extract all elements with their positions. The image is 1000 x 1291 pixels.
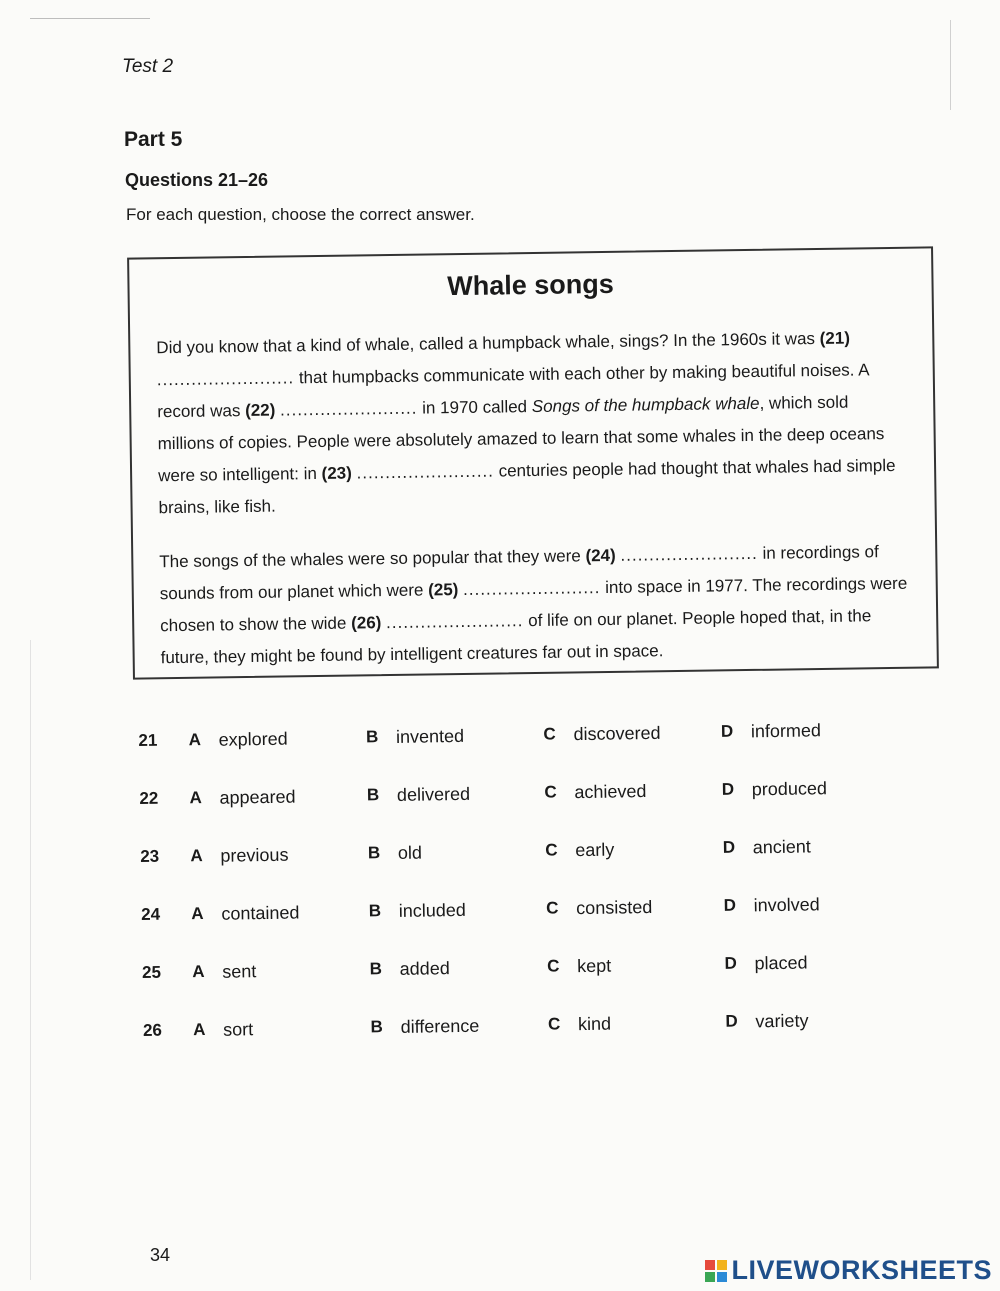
- option-26-b[interactable]: [370, 1014, 548, 1038]
- option-letter: A: [189, 788, 202, 808]
- option-25-a[interactable]: [192, 959, 370, 983]
- option-text: sort: [223, 1018, 254, 1040]
- passage-text: centuries people had thought that whales had simple brains, like fish.: [158, 455, 896, 518]
- passage-paragraph-1: [156, 322, 909, 524]
- option-26-a[interactable]: [193, 1017, 371, 1041]
- scan-artifact-left: [30, 640, 31, 1280]
- option-22-a[interactable]: [189, 785, 367, 809]
- option-text: kept: [576, 955, 612, 976]
- option-letter: C: [544, 782, 557, 802]
- option-25-b[interactable]: [370, 956, 548, 980]
- option-text: included: [398, 899, 466, 921]
- option-text: sent: [222, 960, 257, 982]
- option-letter: C: [546, 956, 560, 976]
- question-number: 26: [142, 1020, 163, 1040]
- option-text: contained: [221, 901, 300, 924]
- option-letter: C: [543, 724, 556, 744]
- scan-artifact-edge: [950, 20, 951, 110]
- option-25-d[interactable]: [724, 951, 902, 975]
- option-text: placed: [754, 952, 808, 973]
- liveworksheets-logo-icon: [705, 1260, 727, 1282]
- option-21-b[interactable]: [366, 724, 544, 748]
- option-21-c[interactable]: [543, 721, 721, 745]
- option-letter: B: [370, 1017, 384, 1037]
- option-letter: A: [192, 961, 205, 982]
- option-letter: A: [188, 730, 202, 750]
- option-letter: A: [190, 846, 203, 866]
- option-letter: C: [546, 898, 559, 918]
- gap-26-label: (26): [350, 613, 382, 633]
- passage-paragraph-2: [159, 536, 911, 674]
- option-text: difference: [400, 1015, 480, 1037]
- passage-text: Did you know that a kind of whale, called a humpback whale, sings? In the 1960s it was: [156, 328, 820, 358]
- option-letter: D: [724, 953, 737, 973]
- option-letter: A: [193, 1019, 206, 1040]
- gap-22-label: (22): [244, 400, 276, 421]
- passage-title: Whale songs: [447, 268, 614, 302]
- question-number: 24: [141, 904, 161, 924]
- question-number: 22: [139, 788, 159, 808]
- gap-21-label: (21): [819, 328, 851, 348]
- option-letter: B: [367, 843, 381, 863]
- option-24-a[interactable]: [191, 901, 369, 925]
- option-letter: D: [722, 837, 736, 857]
- record-title: Songs of the humpback whale: [531, 393, 760, 417]
- option-text: kind: [577, 1013, 612, 1034]
- gap-24-blank[interactable]: ........................: [620, 543, 758, 565]
- option-text: achieved: [574, 780, 647, 802]
- gap-22-blank[interactable]: ........................: [279, 398, 418, 420]
- passage-text: in 1970 called: [417, 397, 532, 418]
- option-23-d[interactable]: [723, 835, 901, 859]
- option-22-c[interactable]: [544, 779, 722, 803]
- question-row-26: [143, 990, 904, 1060]
- logo-square: [705, 1260, 715, 1270]
- option-text: appeared: [219, 786, 296, 808]
- option-text: variety: [755, 1010, 809, 1031]
- option-text: consisted: [576, 896, 653, 918]
- passage-text: of life on our planet. People hoped that, in the future, they might be found by intelligent creatures far out in space.: [160, 606, 872, 668]
- option-text: explored: [218, 728, 288, 750]
- option-text: old: [397, 842, 423, 863]
- gap-25-label: (25): [427, 580, 459, 600]
- option-letter: B: [369, 959, 383, 979]
- logo-square: [717, 1260, 727, 1270]
- option-21-d[interactable]: [721, 719, 899, 743]
- option-24-b[interactable]: [369, 898, 547, 922]
- liveworksheets-watermark: [705, 1255, 992, 1286]
- option-22-b[interactable]: [367, 782, 545, 806]
- option-text: involved: [753, 893, 820, 915]
- passage-text: into space in 1977. The recordings were chosen to show the wide: [160, 573, 908, 636]
- question-number: 21: [138, 730, 158, 750]
- passage-text: , which sold millions of copies. People were absolutely amazed to learn that some whales in the deep oceans were so intelligent: in: [157, 392, 885, 486]
- option-text: delivered: [396, 783, 471, 805]
- gap-23-blank[interactable]: ........................: [356, 461, 495, 483]
- option-letter: D: [721, 779, 735, 799]
- question-number: 23: [140, 846, 160, 866]
- option-letter: A: [191, 903, 204, 924]
- option-26-c[interactable]: [548, 1011, 726, 1035]
- option-22-d[interactable]: [722, 777, 900, 801]
- option-23-c[interactable]: [545, 837, 723, 861]
- option-24-d[interactable]: [723, 893, 901, 917]
- page-number: 34: [150, 1245, 171, 1265]
- option-letter: B: [368, 901, 382, 921]
- instruction-text: For each question, choose the correct answer.: [126, 205, 475, 224]
- option-24-c[interactable]: [546, 895, 724, 919]
- option-letter: C: [545, 840, 558, 860]
- option-23-b[interactable]: [368, 840, 546, 864]
- question-number: 25: [141, 962, 162, 982]
- logo-square: [717, 1272, 727, 1282]
- test-label: Test 2: [122, 56, 174, 77]
- passage-text: The songs of the whales were so popular that they were: [159, 546, 586, 572]
- option-text: previous: [220, 844, 289, 866]
- gap-26-blank[interactable]: ........................: [385, 611, 524, 633]
- option-26-d[interactable]: [725, 1009, 903, 1033]
- logo-square: [705, 1272, 715, 1282]
- option-letter: D: [723, 895, 737, 915]
- option-text: invented: [395, 725, 465, 747]
- option-letter: B: [366, 785, 380, 805]
- option-23-a[interactable]: [190, 843, 368, 867]
- questions-range: Questions 21–26: [125, 170, 269, 190]
- gap-23-label: (23): [321, 463, 352, 483]
- option-text: added: [399, 957, 450, 979]
- passage-text: that humpbacks communicate with each other by making beautiful noises. A record was: [157, 360, 869, 422]
- option-letter: B: [365, 727, 379, 747]
- option-21-a[interactable]: [188, 727, 366, 751]
- part-title: Part 5: [124, 128, 183, 151]
- scan-artifact-line: [30, 18, 150, 19]
- option-text: informed: [750, 719, 822, 741]
- option-text: early: [575, 839, 615, 860]
- passage-text: in recordings of sounds from our planet which were: [159, 542, 879, 604]
- option-letter: D: [725, 1011, 738, 1031]
- passage-box: [127, 246, 939, 679]
- gap-21-blank[interactable]: ........................: [156, 368, 295, 390]
- watermark-text: LIVEWORKSHEETS: [731, 1255, 992, 1285]
- option-text: ancient: [752, 835, 811, 857]
- option-letter: D: [720, 721, 734, 741]
- option-text: discovered: [573, 722, 661, 744]
- option-25-c[interactable]: [547, 953, 725, 977]
- answer-options: [138, 700, 903, 1060]
- gap-25-blank[interactable]: ........................: [462, 578, 601, 599]
- option-letter: C: [547, 1014, 561, 1034]
- option-text: produced: [751, 777, 828, 799]
- gap-24-label: (24): [585, 545, 616, 566]
